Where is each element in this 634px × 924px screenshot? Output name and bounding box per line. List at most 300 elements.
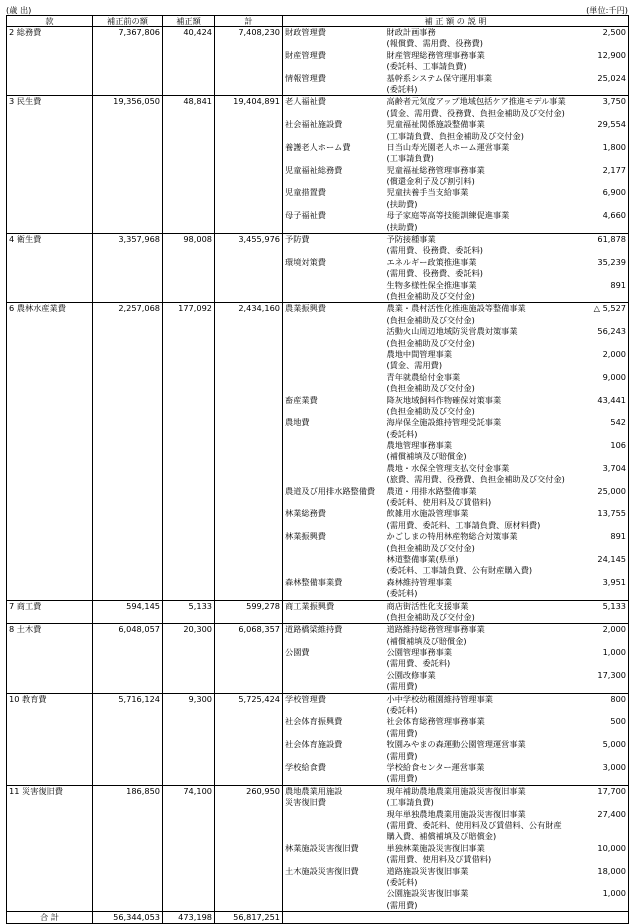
description-line: (補償補填及び賠償金) (386, 635, 467, 646)
moku-cell (283, 303, 385, 600)
description-line: (工事請負費) (386, 797, 434, 808)
description-line: (負担金補助及び交付金) (386, 314, 475, 325)
description-line: エネルギー政策推進事業 (386, 256, 477, 267)
explanation-amount: 35,239 (597, 256, 627, 267)
explanation-amount (577, 658, 627, 669)
moku-name (285, 61, 383, 72)
kan-cell: 7 商工費 (7, 600, 93, 624)
moku-name (285, 268, 383, 279)
moku-name: 畜産業費 (285, 394, 318, 405)
description-line: 単独林業施設災害復旧事業 (386, 842, 485, 853)
description-line: (旅費、需用費、役務費、負担金補助及び交付金) (386, 474, 565, 485)
description-line: (負担金補助及び交付金) (386, 405, 475, 416)
explanation-amount (577, 497, 627, 508)
description-line: 購入費、補償補填及び賠償金) (386, 831, 497, 842)
explanation-amount (577, 108, 627, 119)
description-line: 母子家庭等高等技能訓練促進事業 (386, 210, 510, 221)
explanation-amount: 2,000 (602, 624, 627, 635)
total-amount: 19,404,891 (215, 96, 283, 234)
moku-name (285, 888, 383, 899)
explanation-amount: 3,951 (602, 576, 627, 587)
description-cell (385, 303, 575, 600)
table-row (7, 27, 629, 96)
moku-name (285, 612, 383, 623)
hosei-amount: 20,300 (163, 624, 215, 693)
table-body (7, 27, 629, 924)
explanation-amount: 10,000 (597, 842, 627, 853)
explanation-amount: 106 (610, 440, 627, 451)
description-line: (負担金補助及び交付金) (386, 383, 475, 394)
explanation-amount: 5,000 (602, 739, 627, 750)
moku-cell (283, 96, 385, 234)
description-line: (委託料) (386, 876, 418, 887)
explanation-amount (577, 268, 627, 279)
before-amount: 3,357,968 (93, 234, 163, 303)
header-kan: 款 (7, 16, 93, 27)
moku-name: 養護老人ホーム費 (285, 141, 351, 152)
moku-name: 財政管理費 (285, 27, 326, 37)
hosei-amount: 48,841 (163, 96, 215, 234)
description-cell (385, 234, 575, 303)
moku-cell (283, 785, 385, 911)
moku-name (285, 153, 383, 164)
explanation-amount (577, 199, 627, 210)
moku-name: 公園費 (285, 647, 310, 658)
description-line: 児童福祉関係施設整備事業 (386, 119, 485, 130)
explanation-amount: 3,750 (602, 96, 627, 107)
explanation-amount: 17,300 (597, 669, 627, 680)
description-line: (負担金補助及び交付金) (386, 290, 475, 301)
explanation-amount (577, 820, 627, 831)
explanation-amount (577, 153, 627, 164)
moku-name (285, 338, 383, 349)
explanation-amount (577, 451, 627, 462)
explanation-amount (577, 406, 627, 417)
moku-name: 農地農業用施設 (285, 785, 343, 796)
description-line: (需用費、役務費、委託料) (386, 268, 483, 279)
description-line: 社会体育総務管理事務事業 (386, 716, 485, 727)
budget-table (6, 15, 629, 924)
header-kei: 計 (215, 16, 283, 27)
moku-name: 農業振興費 (285, 303, 326, 314)
description-line: 日当山寿光園老人ホーム運営事業 (386, 141, 510, 152)
explanation-amount (577, 429, 627, 440)
moku-name (285, 900, 383, 911)
header-explanation: 補 正 額 の 説 明 (283, 16, 629, 27)
description-line: 高齢者元気度アップ地域包括ケア推進モデル事業 (386, 96, 566, 107)
description-line: (委託料) (386, 588, 418, 599)
moku-name (285, 705, 383, 716)
description-line: 牧園みやまの森運動公園管理運営事業 (386, 739, 526, 750)
explanation-amount-cell (575, 234, 629, 303)
expenditure-label: (歳 出) (6, 5, 32, 15)
moku-name: 財産管理費 (285, 49, 326, 60)
moku-cell (283, 27, 385, 96)
description-line: (委託料) (386, 83, 418, 94)
description-line: (委託料、工事請負費) (386, 61, 467, 72)
moku-name (285, 199, 383, 210)
total-amount: 3,455,976 (215, 234, 283, 303)
description-line: 児童扶養手当支給事業 (386, 187, 469, 198)
table-row (7, 96, 629, 234)
moku-name (285, 222, 383, 233)
description-cell (385, 600, 575, 624)
moku-name (285, 520, 383, 531)
description-line: (賃金、需用費) (386, 360, 443, 371)
description-line: 道路施設災害復旧事業 (386, 865, 469, 876)
explanation-amount: 17,700 (597, 785, 627, 796)
before-amount: 186,850 (93, 785, 163, 911)
explanation-amount (577, 291, 627, 302)
before-amount: 594,145 (93, 600, 163, 624)
explanation-amount (577, 612, 627, 623)
explanation-amount (577, 245, 627, 256)
explanation-amount: 542 (610, 417, 627, 428)
explanation-amount (577, 728, 627, 739)
explanation-amount-cell (575, 624, 629, 693)
description-line: (工事請負費、負担金補助及び交付金) (386, 130, 524, 141)
explanation-amount: △ 5,527 (593, 303, 627, 314)
explanation-amount: 29,554 (597, 119, 627, 130)
explanation-amount: 12,900 (597, 49, 627, 60)
explanation-amount: 3,704 (602, 462, 627, 473)
kan-cell: 8 土木費 (7, 624, 93, 693)
total-amount: 7,408,230 (215, 27, 283, 96)
explanation-amount (577, 877, 627, 888)
explanation-amount: 5,133 (602, 600, 627, 611)
header-before: 補正前の額 (93, 16, 163, 27)
moku-name (285, 176, 383, 187)
explanation-amount: 2,177 (602, 164, 627, 175)
description-line: 公園改修事業 (386, 669, 436, 680)
description-line: 生物多様性保全推進事業 (386, 279, 477, 290)
moku-name: 災害復旧費 (285, 797, 326, 808)
explanation-amount (577, 900, 627, 911)
explanation-amount: 43,441 (597, 394, 627, 405)
description-line: 森林維持管理事業 (386, 576, 453, 587)
explanation-amount (577, 681, 627, 692)
moku-name (285, 751, 383, 762)
description-line: (委託料、工事請負費、公有財産購入費) (386, 565, 533, 576)
description-cell (385, 785, 575, 911)
description-line: 財政計画事務 (386, 27, 436, 37)
description-line: (負担金補助及び交付金) (386, 337, 475, 348)
description-line: 農地中間管理事業 (386, 348, 453, 359)
moku-name (285, 383, 383, 394)
description-line: 予防接種事業 (386, 234, 436, 245)
moku-name (285, 326, 383, 337)
moku-name: 道路橋梁維持費 (285, 624, 343, 635)
description-line: (需用費) (386, 727, 418, 738)
table-row (7, 234, 629, 303)
moku-name (285, 497, 383, 508)
explanation-amount (577, 176, 627, 187)
explanation-amount: 18,000 (597, 865, 627, 876)
description-line: (需用費、委託料、工事請負費、原材料費) (386, 519, 541, 530)
moku-name (285, 474, 383, 485)
moku-name (285, 877, 383, 888)
before-amount: 19,356,050 (93, 96, 163, 234)
explanation-amount (577, 543, 627, 554)
total-amount: 2,434,160 (215, 303, 283, 600)
explanation-amount: 1,000 (602, 647, 627, 658)
moku-name (285, 554, 383, 565)
description-line: 道路維持総務管理事務事業 (386, 624, 485, 635)
explanation-amount (577, 854, 627, 865)
kan-cell: 6 農林水産業費 (7, 303, 93, 600)
explanation-amount-cell (575, 27, 629, 96)
moku-cell (283, 234, 385, 303)
explanation-amount (577, 360, 627, 371)
moku-name (285, 451, 383, 462)
description-line: 海岸保全施設維持管理受託事業 (386, 417, 502, 428)
explanation-amount: 4,660 (602, 210, 627, 221)
hosei-amount: 98,008 (163, 234, 215, 303)
total-blank (283, 912, 629, 924)
description-line: (償還金利子及び割引料) (386, 176, 475, 187)
explanation-amount: 2,000 (602, 348, 627, 359)
description-line: 児童福祉総務管理事務事業 (386, 164, 485, 175)
hosei-amount: 9,300 (163, 693, 215, 785)
description-line: (需用費、委託料) (386, 658, 451, 669)
explanation-amount: 891 (610, 279, 627, 290)
description-line: (委託料、使用料及び賃借料) (386, 497, 492, 508)
moku-name: 母子福祉費 (285, 210, 326, 221)
moku-name: 学校管理費 (285, 693, 326, 704)
explanation-amount (577, 38, 627, 49)
moku-name (285, 588, 383, 599)
explanation-amount (577, 705, 627, 716)
description-cell (385, 693, 575, 785)
description-line: (負担金補助及び交付金) (386, 611, 475, 622)
explanation-amount (577, 131, 627, 142)
description-line: 農業・農村活性化推進施設等整備事業 (386, 303, 526, 314)
explanation-amount: 2,500 (602, 27, 627, 37)
explanation-amount: 500 (610, 716, 627, 727)
moku-name: 農地費 (285, 417, 310, 428)
description-line: (需用費) (386, 750, 418, 761)
description-line: (需用費) (386, 899, 418, 910)
before-amount: 6,048,057 (93, 624, 163, 693)
explanation-amount: 1,800 (602, 141, 627, 152)
moku-name: 商工業振興費 (285, 600, 335, 611)
explanation-amount-cell (575, 693, 629, 785)
moku-name: 学校給食費 (285, 762, 326, 772)
explanation-amount (577, 84, 627, 95)
description-line: (賃金、需用費、役務費、負担金補助及び交付金) (386, 107, 565, 118)
moku-name (285, 349, 383, 360)
moku-name (285, 565, 383, 576)
moku-name: 児童福祉総務費 (285, 164, 343, 175)
moku-name (285, 406, 383, 417)
explanation-amount (577, 315, 627, 326)
hosei-amount: 40,424 (163, 27, 215, 96)
description-line: (需用費、委託料、使用料及び賃借料、公有財産 (386, 819, 562, 830)
moku-name (285, 854, 383, 865)
moku-name (285, 681, 383, 692)
kan-cell: 2 総務費 (7, 27, 93, 96)
description-line: 林道整備事業(県単) (386, 553, 459, 564)
description-line: (扶助費) (386, 221, 418, 232)
moku-name (285, 831, 383, 842)
total-label: 合 計 (7, 912, 93, 924)
description-line: (工事請負費) (386, 153, 434, 164)
moku-cell (283, 693, 385, 785)
explanation-amount: 56,243 (597, 326, 627, 337)
moku-name (285, 131, 383, 142)
table-row (7, 624, 629, 693)
total-amount: 5,725,424 (215, 693, 283, 785)
explanation-amount: 1,000 (602, 888, 627, 899)
description-line: 飲雑用水施設管理事業 (386, 508, 469, 519)
moku-name: 社会体育振興費 (285, 716, 343, 727)
total-amount: 260,950 (215, 785, 283, 911)
description-line: 農地管理事務事業 (386, 440, 453, 451)
explanation-amount-cell (575, 785, 629, 911)
moku-name (285, 280, 383, 291)
total-amount: 599,278 (215, 600, 283, 624)
description-line: (報償費、需用費、役務費) (386, 38, 483, 49)
description-line: (委託料) (386, 428, 418, 439)
moku-name (285, 38, 383, 49)
explanation-amount (577, 636, 627, 647)
description-line: (補償補填及び賠償金) (386, 451, 467, 462)
moku-name (285, 670, 383, 681)
kan-cell: 10 教育費 (7, 693, 93, 785)
description-cell (385, 27, 575, 96)
description-line: 商店街活性化支援事業 (386, 600, 469, 611)
explanation-amount: 25,024 (597, 72, 627, 83)
moku-name (285, 440, 383, 451)
explanation-amount (577, 383, 627, 394)
explanation-amount (577, 338, 627, 349)
description-line: (扶助費) (386, 198, 418, 209)
moku-name (285, 773, 383, 784)
description-line: 農道・用排水路整備事業 (386, 485, 477, 496)
hosei-amount: 74,100 (163, 785, 215, 911)
moku-name: 社会体育施設費 (285, 739, 343, 750)
table-row (7, 693, 629, 785)
moku-name: 林業総務費 (285, 508, 326, 519)
description-cell (385, 624, 575, 693)
kan-cell: 11 災害復旧費 (7, 785, 93, 911)
description-line: 青年就農給付金事業 (386, 371, 461, 382)
description-line: かごしまの特用林産物総合対策事業 (386, 531, 518, 542)
table-row (7, 303, 629, 600)
moku-cell (283, 624, 385, 693)
moku-name (285, 658, 383, 669)
explanation-amount (577, 751, 627, 762)
moku-name: 予防費 (285, 234, 310, 245)
description-line: 降灰地域飼料作物確保対策事業 (386, 394, 502, 405)
moku-name (285, 809, 383, 820)
total-row (7, 912, 629, 924)
moku-name (285, 291, 383, 302)
moku-name: 情報管理費 (285, 72, 326, 83)
moku-name: 農道及び用排水路整備費 (285, 485, 376, 496)
moku-name (285, 543, 383, 554)
total-before: 56,344,053 (93, 912, 163, 924)
explanation-amount: 891 (610, 531, 627, 542)
explanation-amount: 3,000 (602, 762, 627, 772)
description-line: 現年補助農地農業用施設災害復旧事業 (386, 785, 526, 796)
description-line: (負担金補助及び交付金) (386, 542, 475, 553)
explanation-amount (577, 474, 627, 485)
description-line: 財産管理総務管理事務事業 (386, 49, 485, 60)
moku-name (285, 728, 383, 739)
hosei-amount: 177,092 (163, 303, 215, 600)
unit-label: (単位:千円) (586, 5, 628, 15)
moku-name (285, 463, 383, 474)
explanation-amount (577, 565, 627, 576)
moku-name: 老人福祉費 (285, 96, 326, 107)
description-line: 活動火山周辺地域防災営農対策事業 (386, 326, 518, 337)
total-amount: 6,068,357 (215, 624, 283, 693)
explanation-amount (577, 773, 627, 784)
moku-name: 林業施設災害復旧費 (285, 842, 359, 853)
moku-name (285, 108, 383, 119)
explanation-amount: 25,000 (597, 485, 627, 496)
explanation-amount (577, 588, 627, 599)
moku-name (285, 636, 383, 647)
description-line: (需用費、使用料及び賃借料) (386, 854, 492, 865)
moku-name (285, 315, 383, 326)
description-line: (需用費) (386, 773, 418, 784)
explanation-amount: 800 (610, 693, 627, 704)
description-line: 学校給食センター運営事業 (386, 762, 485, 772)
moku-name: 土木施設災害復旧費 (285, 865, 359, 876)
total-kei: 56,817,251 (215, 912, 283, 924)
moku-name (285, 84, 383, 95)
explanation-amount (577, 520, 627, 531)
explanation-amount (577, 831, 627, 842)
description-line: (需用費) (386, 681, 418, 692)
explanation-amount-cell (575, 303, 629, 600)
explanation-amount (577, 61, 627, 72)
explanation-amount: 27,400 (597, 808, 627, 819)
kan-cell: 3 民生費 (7, 96, 93, 234)
explanation-amount-cell (575, 600, 629, 624)
description-line: 現年単独農地農業用施設災害復旧事業 (386, 808, 526, 819)
moku-name: 森林整備事業費 (285, 576, 343, 587)
moku-name: 児童措置費 (285, 187, 326, 198)
kan-cell: 4 衛生費 (7, 234, 93, 303)
explanation-amount: 24,145 (597, 553, 627, 564)
moku-name (285, 245, 383, 256)
description-cell (385, 96, 575, 234)
moku-name (285, 372, 383, 383)
description-line: 小中学校幼稚園維持管理事業 (386, 693, 493, 704)
moku-name: 環境対策費 (285, 256, 326, 267)
before-amount: 5,716,124 (93, 693, 163, 785)
explanation-amount: 13,755 (597, 508, 627, 519)
moku-cell (283, 600, 385, 624)
description-line: 農地・水保全管理支払交付金事業 (386, 462, 510, 473)
description-line: 公園施設災害復旧事業 (386, 888, 469, 899)
moku-name (285, 360, 383, 371)
hosei-amount: 5,133 (163, 600, 215, 624)
description-line: (委託料) (386, 705, 418, 716)
description-line: (需用費、役務費、委託料) (386, 245, 483, 256)
before-amount: 2,257,068 (93, 303, 163, 600)
explanation-amount-cell (575, 96, 629, 234)
total-hosei: 473,198 (163, 912, 215, 924)
table-row (7, 600, 629, 624)
header-hosei: 補正額 (163, 16, 215, 27)
explanation-amount: 61,878 (597, 234, 627, 245)
before-amount: 7,367,806 (93, 27, 163, 96)
explanation-amount (577, 797, 627, 808)
